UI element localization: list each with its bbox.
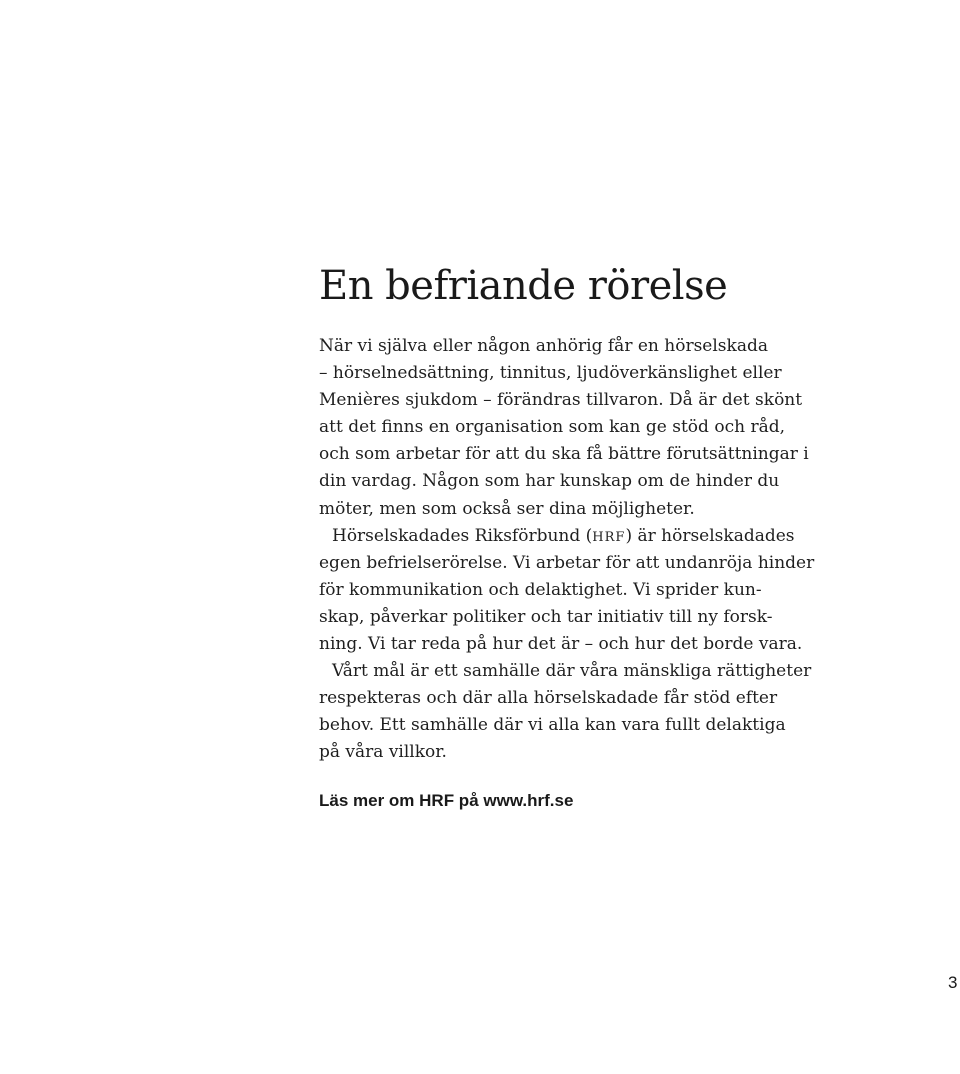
body-line: och som arbetar för att du ska få bättre förutsättningar i: [319, 444, 809, 465]
body-line: skap, påverkar politiker och tar initiativ till ny forsk-: [319, 606, 773, 627]
body-line: på våra villkor.: [319, 742, 447, 763]
read-more-text: Läs mer om HRF på www.hrf.se: [319, 791, 574, 810]
body-line: egen befrielserörelse. Vi arbetar för att undanröja hinder: [319, 552, 815, 573]
body-line: för kommunikation och delaktighet. Vi sprider kun-: [319, 579, 762, 600]
body-line: Menières sjukdom – förändras tillvaron. Då är det skönt: [319, 390, 803, 411]
body-line: din vardag. Någon som har kunskap om de hinder du: [319, 471, 780, 492]
body-line: behov. Ett samhälle där vi alla kan vara fullt delaktiga: [319, 715, 786, 736]
body-line: Vårt mål är ett samhälle där våra mänskliga rättigheter: [332, 661, 812, 682]
body-line: att det finns en organisation som kan ge stöd och råd,: [319, 417, 785, 438]
body-text: [319, 333, 815, 767]
body-line-part: Hörselskadades Riksförbund (: [332, 525, 593, 546]
body-line: respekteras och där alla hörselskadade får stöd efter: [319, 688, 778, 709]
page-number: 3: [948, 973, 958, 992]
body-line: möter, men som också ser dina möjligheter.: [319, 498, 695, 519]
body-line: [319, 523, 795, 550]
page-title: En befriande rörelse: [319, 263, 728, 309]
body-line-part: ) är hörselskadades: [625, 525, 795, 546]
hrf-abbreviation: HRF: [592, 529, 626, 545]
body-line: ning. Vi tar reda på hur det är – och hur det borde vara.: [319, 634, 803, 655]
body-line: När vi själva eller någon anhörig får en hörselskada: [319, 336, 768, 356]
body-line: – hörselnedsättning, tinnitus, ljudöverkänslighet eller: [319, 363, 782, 384]
